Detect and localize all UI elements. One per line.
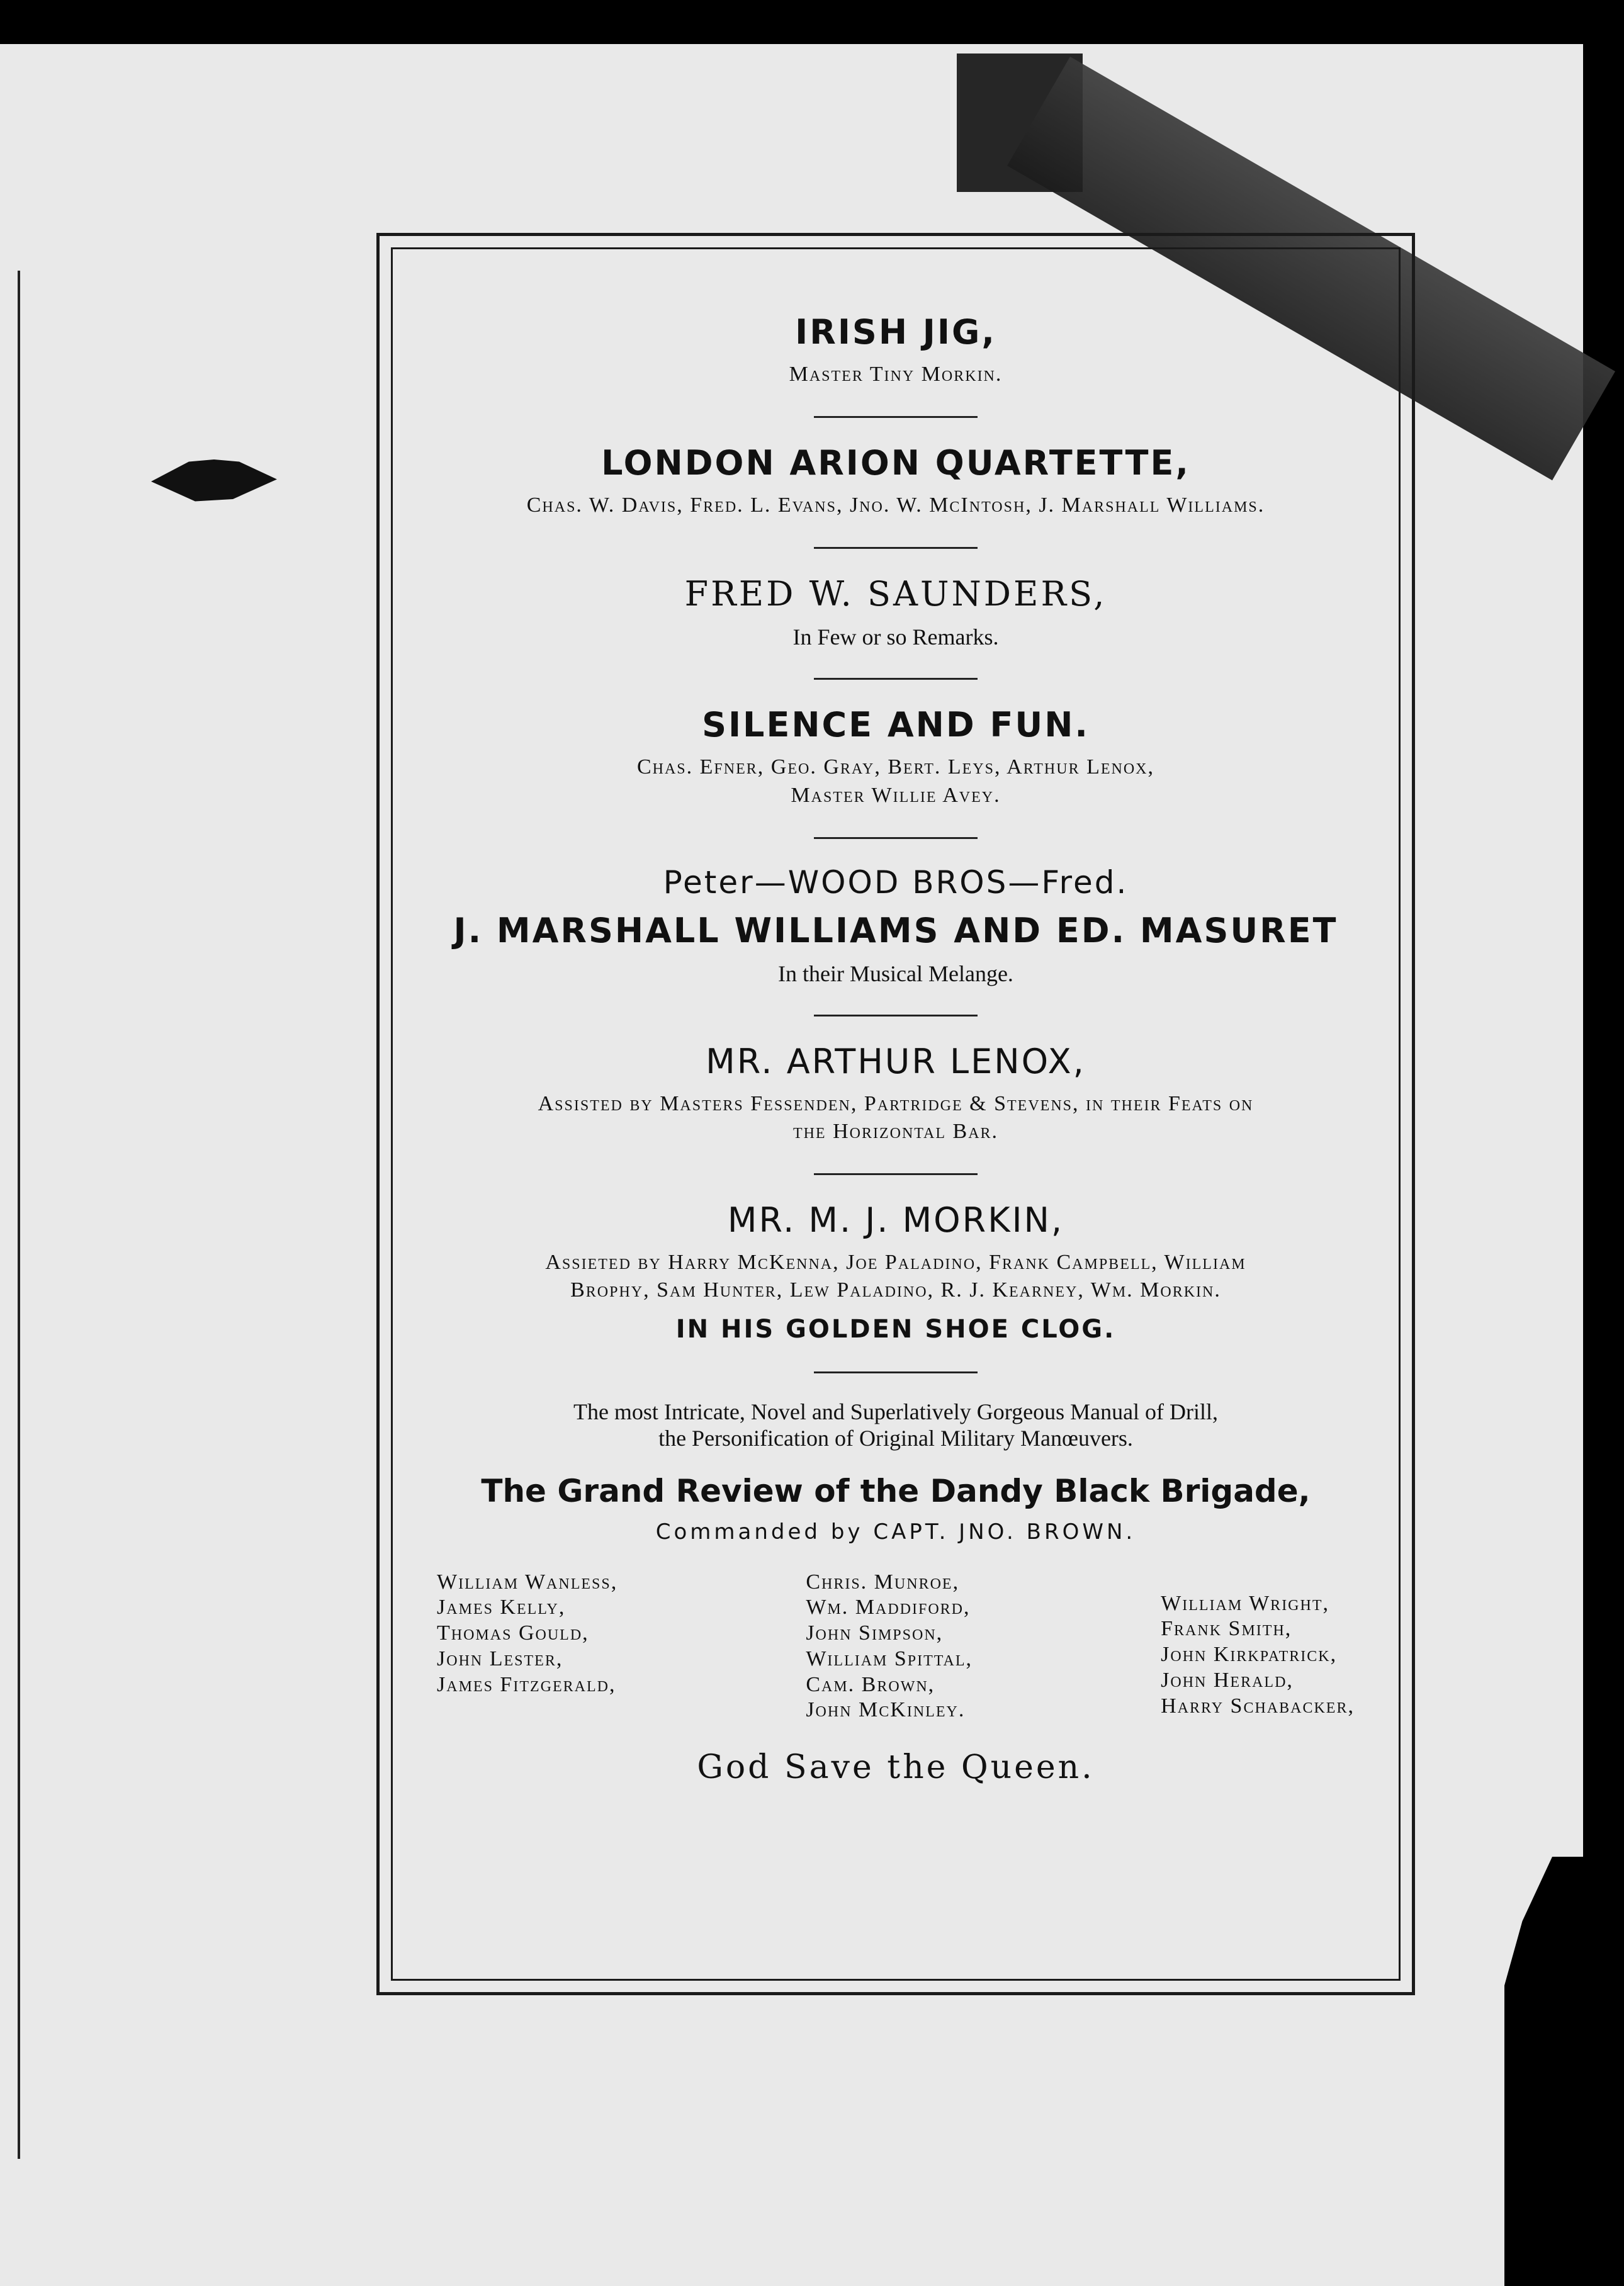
paper-tear (151, 459, 277, 504)
closing-line: God Save the Queen. (697, 1748, 1095, 1787)
roster-name: John Lester, (437, 1647, 563, 1670)
act-title-secondary: J. MARSHALL WILLIAMS AND ED. MASURET (453, 910, 1338, 950)
act-subtitle: IN HIS GOLDEN SHOE CLOG. (675, 1314, 1116, 1344)
act-silence-and-fun (418, 705, 1373, 809)
roster-name: Frank Smith, (1161, 1617, 1292, 1641)
roster-name: Thomas Gould, (437, 1621, 589, 1645)
act-wood-bros (418, 864, 1373, 987)
roster-name: Cam. Brown, (806, 1672, 935, 1696)
roster-name: William Wright, (1161, 1591, 1330, 1615)
act-performers: Brophy, Sam Hunter, Lew Paladino, R. J. Kearney, Wm. Morkin. (570, 1278, 1221, 1302)
act-title: MR. ARTHUR LENOX, (706, 1041, 1086, 1081)
act-title: SILENCE AND FUN. (702, 705, 1090, 745)
roster-name: John Simpson, (806, 1621, 944, 1645)
act-irish-jig (418, 312, 1373, 388)
roster-name: John Kirkpatrick, (1161, 1643, 1338, 1667)
roster-name: James Fitzgerald, (437, 1672, 616, 1696)
act-performers: Chas. W. Davis, Fred. L. Evans, Jno. W. McIntosh, J. Marshall Williams. (526, 493, 1265, 517)
roster-column-3 (1161, 1591, 1355, 1724)
divider (814, 547, 978, 549)
roster-column-2 (806, 1570, 973, 1724)
roster-name: Chris. Munroe, (806, 1570, 960, 1594)
roster-column-1 (437, 1570, 617, 1724)
divider (814, 678, 978, 680)
torn-corner (1504, 1857, 1624, 2286)
finale (418, 1399, 1373, 1787)
act-title: FRED W. SAUNDERS, (684, 574, 1107, 614)
program-inner-border (391, 247, 1401, 1981)
act-performers: Assieted by Harry McKenna, Joe Paladino, Frank Campbell, William (545, 1251, 1246, 1275)
finale-intro: The most Intricate, Novel and Superlatively Gorgeous Manual of Drill, (573, 1399, 1219, 1424)
roster-name: Wm. Maddiford, (806, 1596, 971, 1619)
act-quartette (418, 443, 1373, 519)
divider (814, 1015, 978, 1016)
act-title: LONDON ARION QUARTETTE, (601, 443, 1190, 483)
roster-name: John McKinley. (806, 1698, 966, 1722)
roster-name: William Spittal, (806, 1647, 973, 1670)
act-performers: Chas. Efner, Geo. Gray, Bert. Leys, Arthur Lenox, (636, 755, 1155, 779)
brigade-roster (437, 1570, 1355, 1724)
finale-commander: Commanded by CAPT. JNO. BROWN. (655, 1519, 1136, 1545)
finale-title: The Grand Review of the Dandy Black Brigade, (481, 1472, 1311, 1509)
act-performers: Master Willie Avey. (791, 783, 1001, 807)
finale-intro: the Personification of Original Military Manœuvers. (658, 1425, 1133, 1451)
act-title: Peter—WOOD BROS—Fred. (663, 864, 1129, 901)
act-morkin (418, 1200, 1373, 1343)
adjacent-page-edge (0, 271, 20, 2159)
act-title: MR. M. J. MORKIN, (727, 1200, 1064, 1241)
divider (814, 1173, 978, 1175)
act-performers: Master Tiny Morkin. (789, 363, 1003, 386)
roster-name: William Wanless, (437, 1570, 618, 1594)
roster-name: John Herald, (1161, 1668, 1294, 1692)
program-frame (376, 233, 1415, 1995)
roster-name: James Kelly, (437, 1596, 566, 1619)
act-arthur-lenox (418, 1042, 1373, 1146)
roster-name: Harry Schabacker, (1161, 1694, 1355, 1718)
act-performers: Assisted by Masters Fessenden, Partridge & Stevens, in their Feats on (538, 1091, 1254, 1115)
act-performers: the Horizontal Bar. (792, 1119, 999, 1143)
divider (814, 837, 978, 839)
act-title: IRISH JIG, (795, 312, 996, 352)
divider (814, 416, 978, 418)
act-description: In their Musical Melange. (778, 960, 1013, 986)
act-description: In Few or so Remarks. (792, 624, 999, 650)
act-saunders (418, 574, 1373, 650)
divider (814, 1371, 978, 1373)
program-content (418, 312, 1373, 1786)
